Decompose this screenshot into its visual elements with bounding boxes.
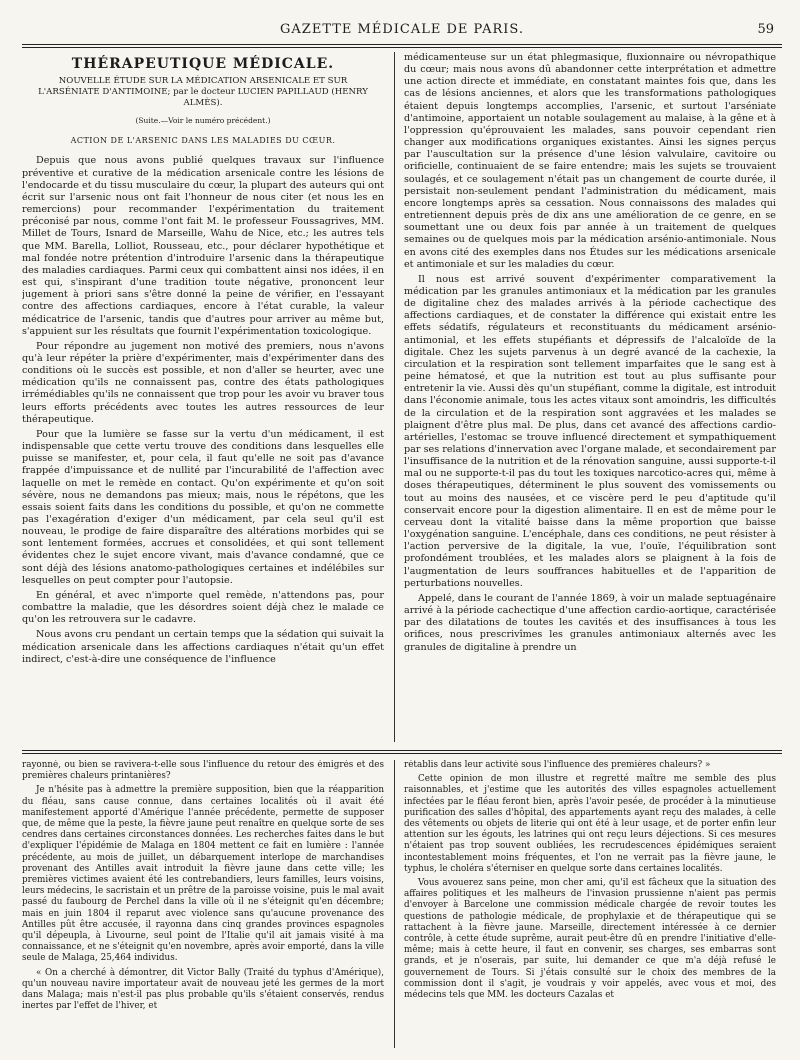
feuilleton-right-column xyxy=(404,760,776,1048)
article-left-column xyxy=(22,52,384,742)
article-subtitle: NOUVELLE ÉTUDE SUR LA MÉDICATION ARSENICALE ET SUR L'ARSÉNIATE D'ANTIMOINE; par le docteur LUCIEN PAPILLAUD (HENRY ALMÈS). xyxy=(38,76,368,109)
running-title: GAZETTE MÉDICALE DE PARIS. xyxy=(280,22,524,37)
running-head xyxy=(22,20,782,42)
feuilleton-left-column xyxy=(22,760,384,1048)
section-separator-rule-2 xyxy=(22,753,782,754)
paragraph: Appelé, dans le courant de l'année 1869, à voir un malade septuagénaire arrivé à la période cachectique d'une affection cardio-aortique, caractérisée par des dilatations de toutes les cavités et des insuffisances à tous les orifices, nous prescrivîmes les granules antimoniaux alternés avec les granules de digitaline à prendre un xyxy=(404,592,776,653)
paragraph: Pour que la lumière se fasse sur la vertu d'un médicament, il est indispensable que cette vertu trouve des conditions dans lesquelles elle puisse se manifester, et, pour cela, il faut qu'elle ne soit pas d'avance frappée d'impuissance et de nullité par l'incurabilité de l'affection avec laquelle on met le remède en contact. Qu'on expérimente et qu'on soit sévère, nous ne demandons pas mieux; mais, nous le répétons, que les essais soient faits dans les conditions du possible, et qu'on ne commette pas l'exagération d'exiger d'un médicament, par cela seul qu'il est nouveau, le prodige de faire disparaître des altérations morbides qui se sont lentement formées, accrues et consolidées, et qui sont tellement évidentes chez le sujet encore vivant, mais d'avance condamné, que ce sont déjà des lésions anatomo-pathologiques certaines et indélébiles sur lesquelles on peut compter pour l'autopsie. xyxy=(22,428,384,586)
paragraph: médicamenteuse sur un état phlegmasique, fluxionnaire ou névropathique du cœur; mais nous avons dû abandonner cette interprétation et admettre une action directe et immédiate, en constatant maintes fois que, dans les cas de lésions anciennes, et alors que les transformations pathologiques étaient depuis longtemps accomplies, l'arsenic, et surtout l'arséniate d'antimoine, apportaient un notable soulagement au malaise, à la gêne et à l'oppression qu'éprouvaient les malades, sans pouvoir cependant rien changer aux modifications organiques existantes. Ainsi les signes perçus par l'auscultation sur la présence d'une lésion valvulaire, cavitoire ou orificielle, continuaient de se faire entendre; mais les sujets se trouvaient soulagés, et ce soulagement n'était pas un changement de courte durée, il persistait non-seulement pendant l'administration du médicament, mais encore longtemps après sa cessation. Nous connaissons des malades qui entretiennent depuis près de dix ans une amélioration de ce genre, en se soumettant une ou deux fois par année à un traitement de quelques semaines ou de quelques mois par la médication arsénio-antimoniale. Nous en avons cité des exemples dans nos Études sur les médications arsenicale et antimoniale et sur les maladies du cœur. xyxy=(404,52,776,270)
paragraph: Nous avons cru pendant un certain temps que la sédation qui suivait la médication arsenicale dans les affections cardiaques n'était qu'un effet indirect, c'est-à-dire une conséquence de l'influence xyxy=(22,629,384,665)
paragraph: Cette opinion de mon illustre et regretté maître me semble des plus raisonnables, et j'estime que les autorités des villes espagnoles actuellement infectées par le fléau feront bien, après l'avoir pesée, de procéder à la minutieuse purification des salles d'hôpital, des appartements ayant reçu des malades, à celle des vêtements ou objets de literie qui ont été à leur usage, et de porter enfin leur attention sur les égouts, les latrines qui ont reçu leurs déjections. Si ces mesures n'étaient pas trop souvent oubliées, les recrudescences épidémiques seraient incontestablement moins fréquentes, et l'on ne verrait pas la fièvre jaune, le typhus, le choléra s'éterniser en quelque sorte dans certaines localités. xyxy=(404,774,776,874)
paragraph: rétablis dans leur activité sous l'influence des premières chaleurs? » xyxy=(404,760,711,770)
header-rule-top xyxy=(22,44,782,45)
paragraph: « On a cherché à démontrer, dit Victor Bally (Traité du typhus d'Amérique), qu'un nouveau navire importateur avait de nouveau jeté les germes de la mort dans Malaga; mais n'est-il pas plus probable qu'ils s'étaient conservés, rendus inertes par l'effet de l'hiver, et xyxy=(22,967,384,1012)
newspaper-page xyxy=(22,12,782,1052)
paragraph: Je n'hésite pas à admettre la première supposition, bien que la réapparition du fléau, sans cause connue, dans certaines localités où il avait été manifestement apporté d'Amérique l'année précédente, permette de supposer que, de même que la peste, la fièvre jaune peut renaître en quelque sorte de ses cendres dans certaines circonstances données. Les recherches faites dans le but d'expliquer l'épidémie de Malaga en 1804 mettent ce fait en lumière : l'année précédente, au mois de juillet, un débarquement interlope de marchandises provenant des Antilles avait introduit la fièvre jaune dans cette ville; les premières victimes avaient été les contrebandiers, leurs familles, leurs voisins, leurs médecins, le sacristain et un prêtre de la paroisse voisine, puis le mal avait passé du faubourg de Perchel dans la ville où il ne s'éteignit qu'en décembre; mais en juin 1804 il reparut avec violence sans qu'aucune provenance des Antilles pût être accusée, il rayonna dans cinq grandes provinces espagnoles qu'il dépeupla, à Livourne, seul point de l'Italie qu'il ait jamais visité à ma connaissance, et ne s'éteignit qu'en novembre, après avoir emporté, dans la ville seule de Malaga, 25,464 individus. xyxy=(22,785,384,964)
chapter-heading: ACTION DE L'ARSENIC DANS LES MALADIES DU CŒUR. xyxy=(70,136,336,146)
paragraph: Pour répondre au jugement non motivé des premiers, nous n'avons qu'à leur répéter la prière d'expérimenter, mais d'expérimenter dans des conditions où le succès est possible, et non d'aller se heurter, avec une médication qu'ils ne connaissent pas, contre des états pathologiques irrémédiables qu'ils ne connaissent que trop pour les avoir vu braver tous leurs efforts précédents avec toutes les autres ressources de leur thérapeutique. xyxy=(22,340,384,425)
column-divider-lower xyxy=(394,760,395,1048)
paragraph: Vous avouerez sans peine, mon cher ami, qu'il est fâcheux que la situation des affaires politiques et les malheurs de l'invasion prussienne n'aient pas permis d'envoyer à Barcelone une commission médicale chargée de revoir toutes les questions de pathologie médicale, de prophylaxie et de thérapeutique qui se rattachent à la fièvre jaune. Marseille, directement intéressée à ce dernier contrôle, à cette étude suprême, aurait peut-être dû en prendre l'initiative d'elle-même; mais à cette heure, il faut en convenir, ses charges, ses embarras sont grands, et je n'oserais, par suite, lui demander ce que m'a déjà refusé le gouvernement de Tours. Si j'étais consulté sur le choix des membres de la commission dont il s'agit, je voudrais y voir appelés, avec vous et moi, des médecins tels que MM. les docteurs Cazalas et xyxy=(404,878,776,1001)
article-right-column xyxy=(404,52,776,742)
paragraph: En général, et avec n'importe quel remède, n'attendons pas, pour combattre la maladie, que les désordres soient déjà chez le malade ce qu'on les retrouvera sur le cadavre. xyxy=(22,589,384,626)
paragraph: Il nous est arrivé souvent d'expérimenter comparativement la médication par les granules antimoniaux et la médication par les granules de digitaline chez des malades arrivés à la période cachectique des affections cardiaques, et de constater la différence qui existait entre les effets sédatifs, régulateurs et reconstituants du médicament arsénio-antimonial, et les effets stupéfiants et dépressifs de l'alcaloïde de la digitale. Chez les sujets parvenus à un degré avancé de la cachexie, la circulation et la respiration sont tellement imparfaites que le sang est à peine hématosé, et que la nutrition est tout au plus suffisante pour entretenir la vie. Aussi dès qu'un stupéfiant, comme la digitale, est introduit dans l'économie animale, tous les actes vitaux sont amoindris, les difficultés de la circulation et de la respiration sont aggravées et les malades se plaignent d'être plus mal. De plus, dans cet avancé des affections cardio-artérielles, l'estomac se trouve influencé directement et sympathiquement par ses relations d'innervation avec l'organe malade, et secondairement par l'insuffisance de la nutrition et de la rénovation sanguine, aussi supporte-t-il mal ou ne supporte-t-il pas du tout les toxiques narcotico-acres qui, même à doses thérapeutiques, déterminent le plus souvent des vomissements ou tout au moins des nausées, et ce viscère perd le peu d'aptitude qu'il conservait encore pour la digestion alimentaire. Il en est de même pour le cerveau dont la vitalité baisse dans la même proportion que baisse l'oxygénation sanguine. L'encéphale, dans ces conditions, ne peut résister à l'action perversive de la digitale, la vue, l'ouïe, l'équilibration sont profondément troublées, et les malades alors se plaignent à la fois de l'augmentation de leurs souffrances habituelles et de l'apparition de perturbations nouvelles. xyxy=(404,273,776,589)
section-separator-rule xyxy=(22,750,782,751)
header-rule-bottom xyxy=(22,47,782,48)
article-title: THÉRAPEUTIQUE MÉDICALE. xyxy=(71,56,335,72)
paragraph: rayonné, ou bien se ravivera-t-elle sous l'influence du retour des émigrés et des premières chaleurs printanières? xyxy=(22,760,384,782)
paragraph: Depuis que nous avons publié quelques travaux sur l'influence préventive et curative de la médication arsenicale contre les lésions de l'endocarde et du tissu musculaire du cœur, la plupart des auteurs qui ont écrit sur l'arsenic nous ont fait l'honneur de nous citer (et nous les en remercions) pour recommander l'expérimentation du traitement préconisé par nous, comme l'ont fait M. le professeur Foussagrives, MM. Millet de Tours, Isnard de Marseille, Wahu de Nice, etc.; les autres tels que MM. Barella, Lolliot, Rousseau, etc., pour déclarer hypothétique et mal fondée notre prétention d'introduire l'arsenic dans la thérapeutique des maladies cardiaques. Parmi ceux qui combattent ainsi nos idées, il en est qui, s'inspirant d'une tradition toute négative, prononcent leur jugement à priori sans s'être donné la peine de vérifier, en l'essayant contre des affections cardiaques, encore à l'état curable, la valeur médicatrice de l'arsenic, tandis que d'autres pour arriver au même but, s'appuient sur les résultats que fournit l'expérimentation toxicologique. xyxy=(22,155,384,337)
page-number: 59 xyxy=(757,22,774,37)
continuation-note: (Suite.—Voir le numéro précédent.) xyxy=(135,116,271,126)
column-divider-upper xyxy=(394,52,395,742)
